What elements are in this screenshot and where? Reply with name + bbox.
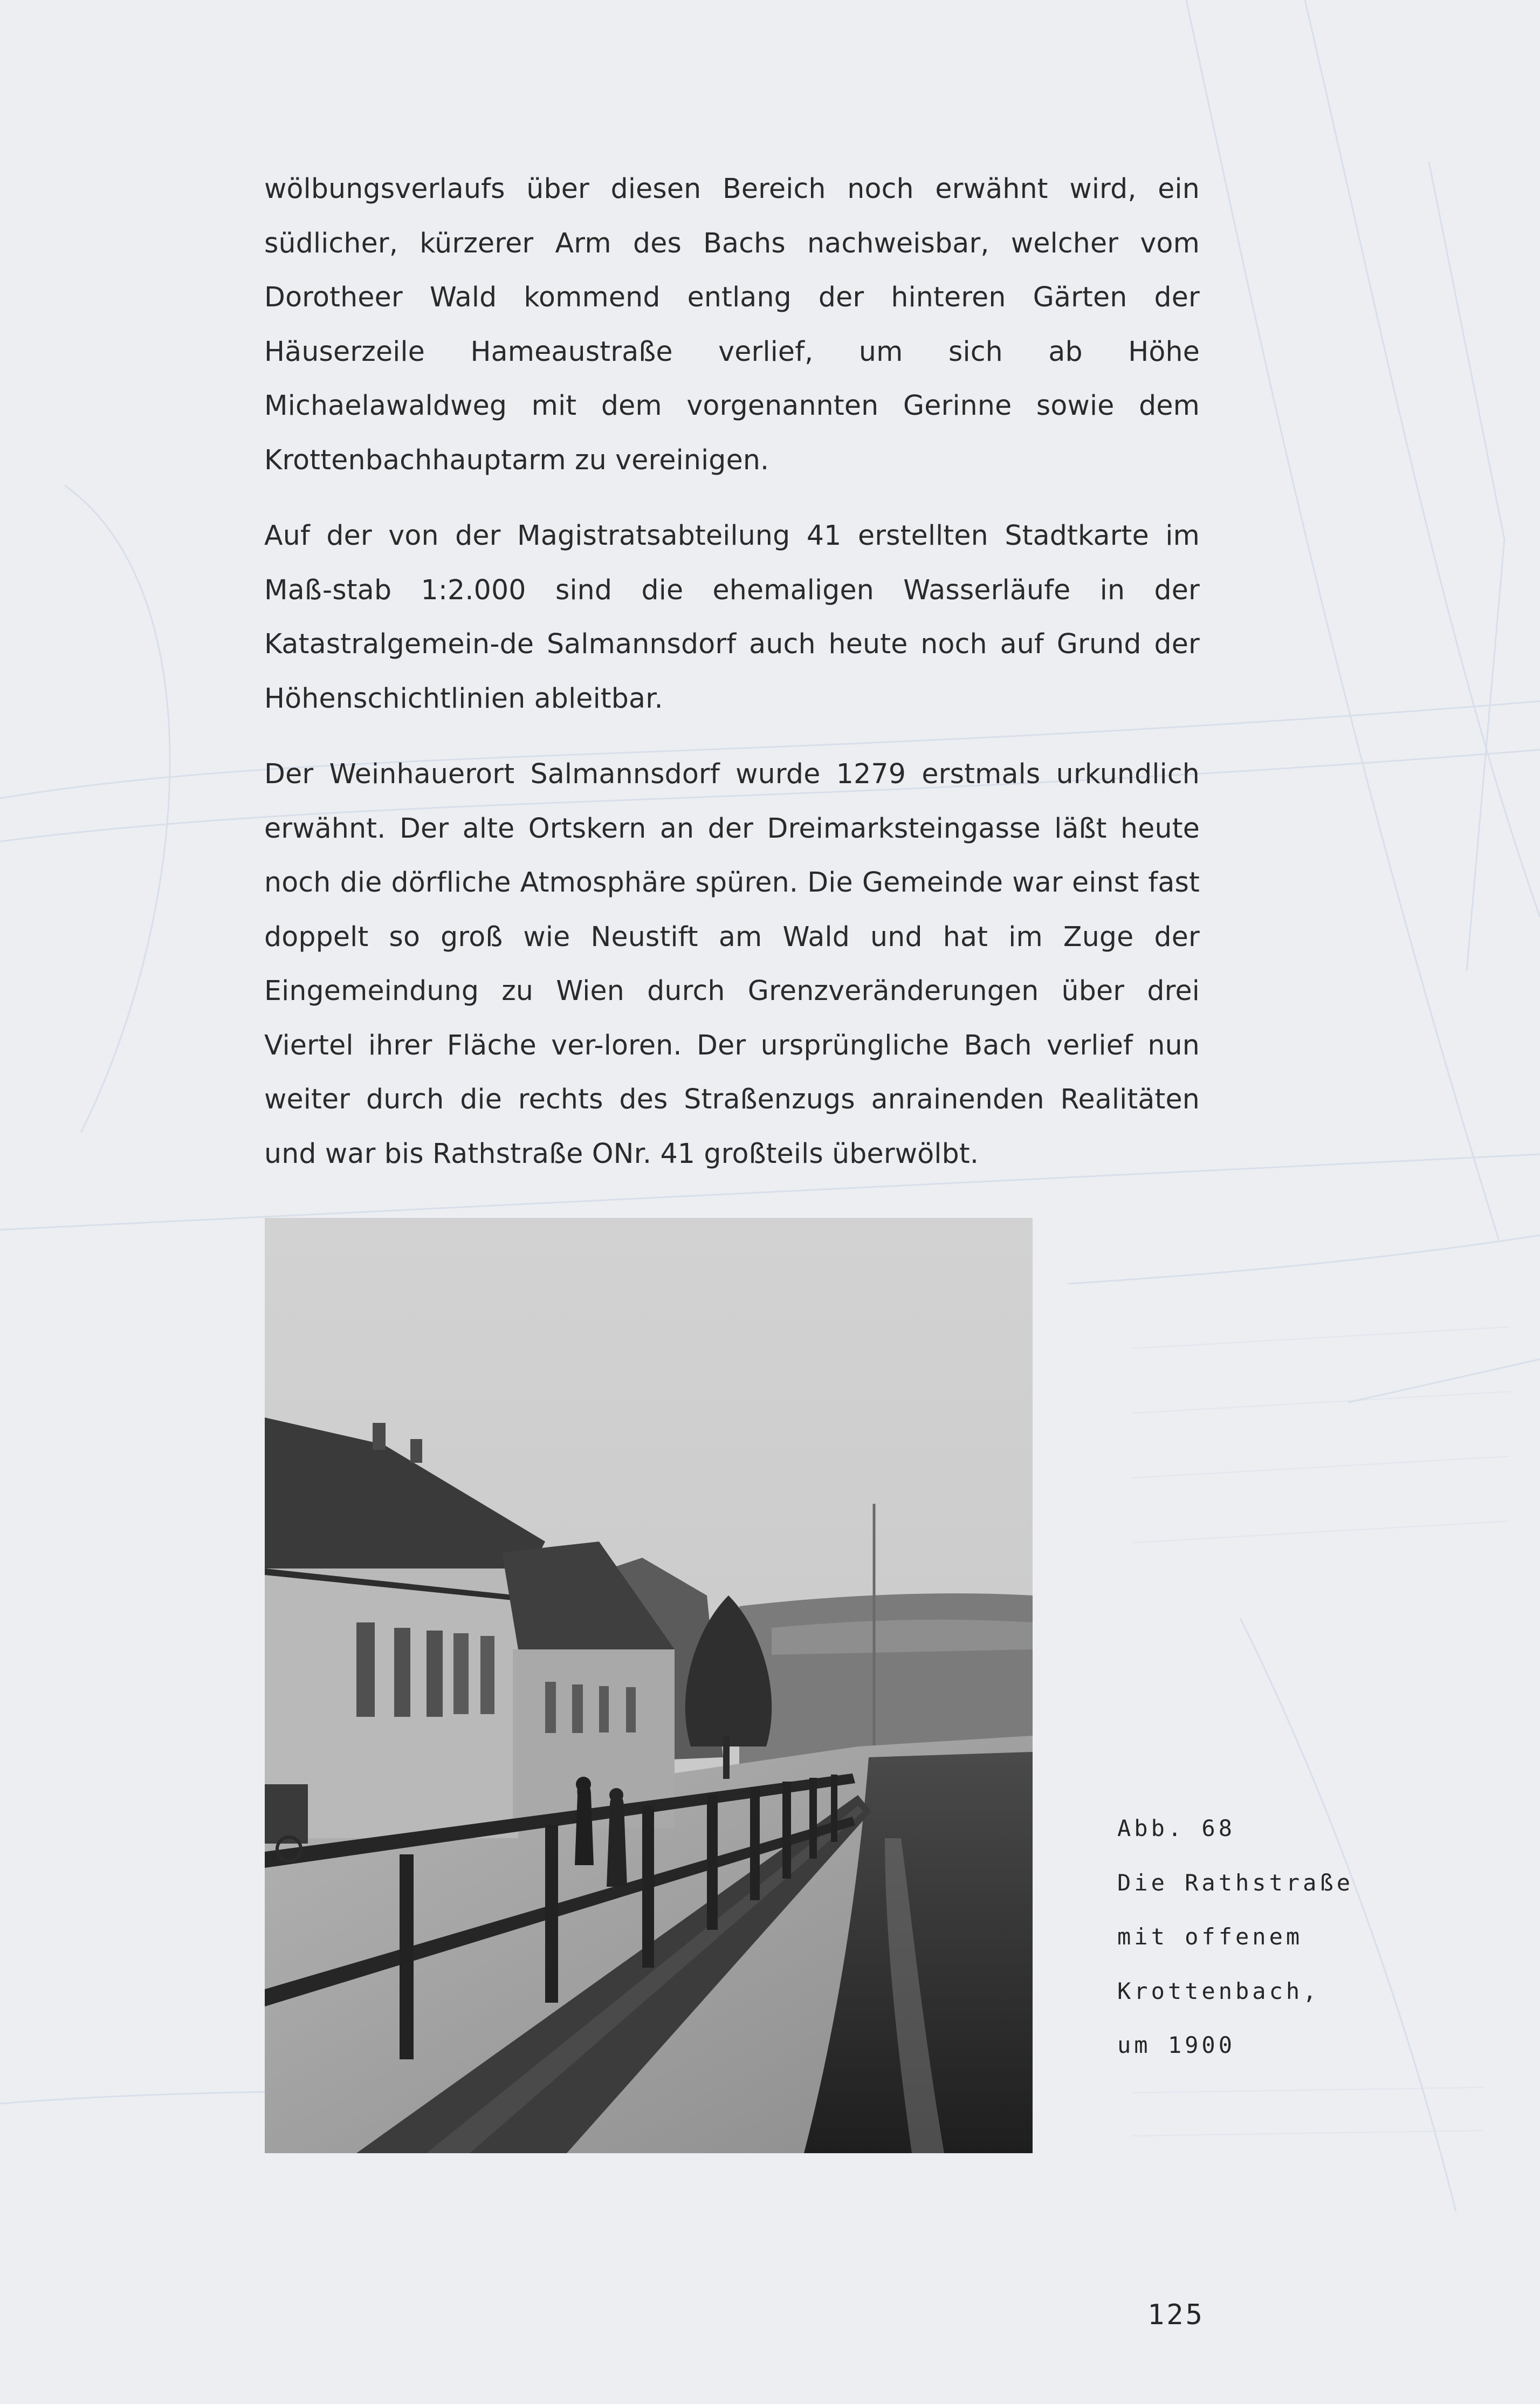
caption-figure-number: Abb. 68 xyxy=(1117,1815,1236,1841)
body-text xyxy=(264,162,1200,1202)
paragraph-city-map: Auf der von der Magistratsabteilung 41 erstellten Stadtkarte im Maß-stab 1:2.000 sind die ehemaligen Wasserläufe in der Katastralgemein-de Salmannsdorf auch heute noch auf Grund der Höhenschichtlinien ableitbar. xyxy=(264,519,1200,714)
caption-line: Die Rathstraße xyxy=(1117,1869,1354,1896)
caption-line: um 1900 xyxy=(1117,2032,1236,2058)
caption-line: Krottenbach, xyxy=(1117,1977,1320,2004)
paragraph-stream-course: wölbungsverlaufs über diesen Bereich noch erwähnt wird, ein südlicher, kürzerer Arm des Bachs nachweisbar, welcher vom Dorotheer Wald kommend entlang der hinteren Gärten der Häuserzeile Hameaustraße verlief, um sich ab Höhe Michaelawaldweg mit dem vorgenannten Gerinne sowie dem Krottenbachhauptarm zu vereinigen. xyxy=(264,173,1200,476)
historical-street-photo xyxy=(265,1218,1033,2153)
caption-line: mit offenem xyxy=(1117,1923,1303,1950)
page-number: 125 xyxy=(1147,2299,1205,2331)
figure-caption xyxy=(1117,1802,1398,2073)
paragraph-salmannsdorf-history: Der Weinhauerort Salmannsdorf wurde 1279 erstmals urkundlich erwähnt. Der alte Ortskern an der Dreimarksteingasse läßt heute noch die dörfliche Atmosphäre spüren. Die Gemeinde war einst fast doppelt so groß wie Neustift am Wald und hat im Zuge der Eingemeindung zu Wien durch Grenzveränderungen über drei Viertel ihrer Fläche ver-loren. Der ursprüngliche Bach verlief nun weiter durch die rechts des Straßenzugs anrainenden Realitäten und war bis Rathstraße ONr. 41 großteils überwölbt. xyxy=(264,758,1200,1169)
